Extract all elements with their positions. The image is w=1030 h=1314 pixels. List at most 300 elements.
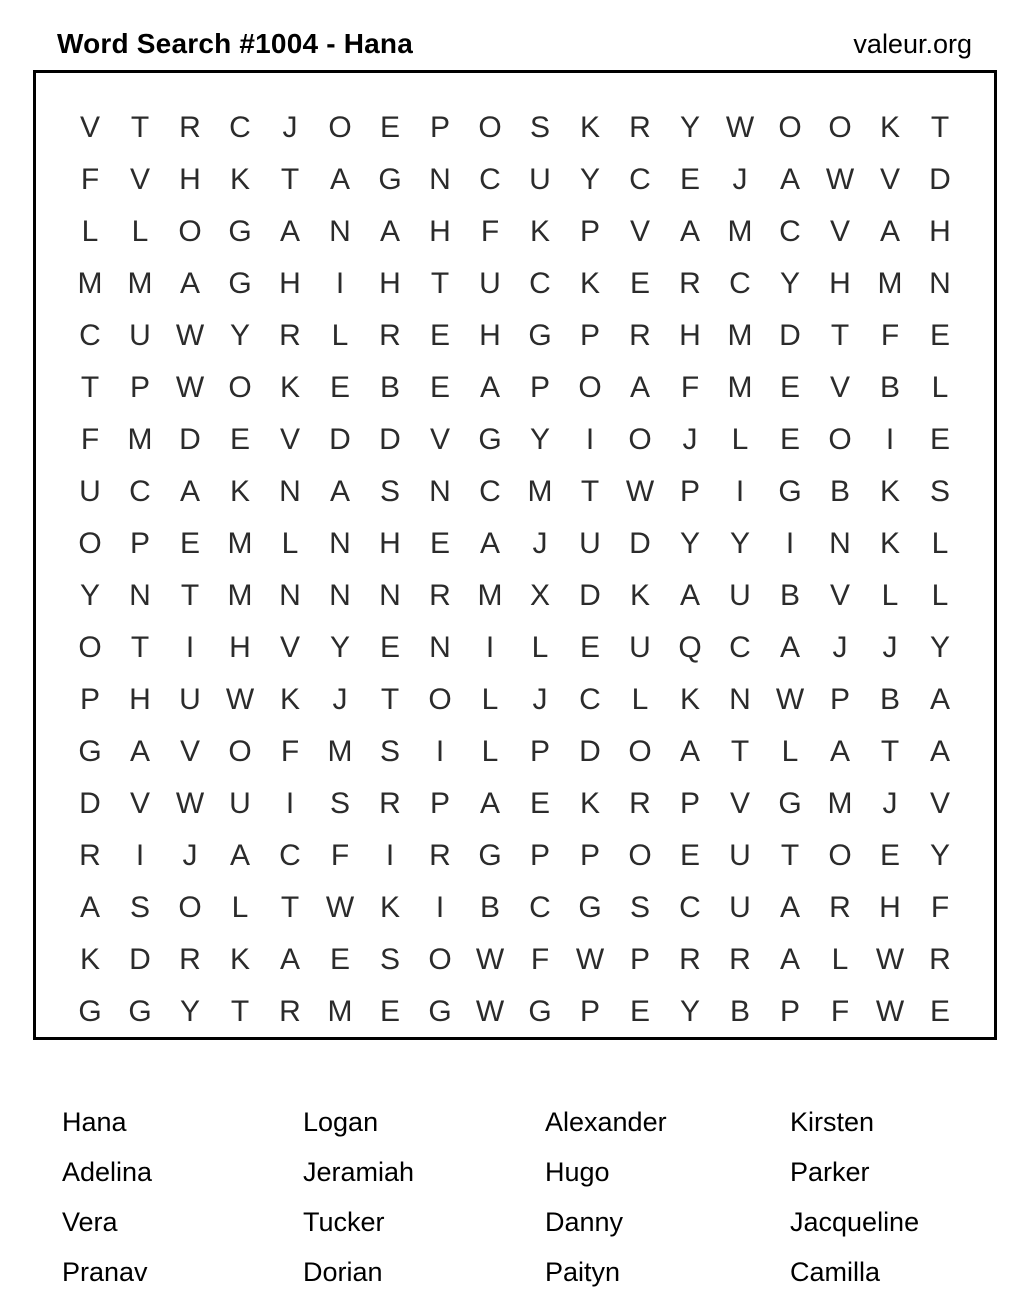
grid-letter-r17c2: D (129, 943, 151, 976)
grid-letter-r12c16: P (829, 683, 850, 716)
grid-letter-r16c3: O (178, 891, 202, 924)
grid-letter-r8c8: N (429, 475, 451, 508)
grid-letter-r3c9: F (480, 215, 500, 248)
grid-letter-r18c2: G (128, 995, 152, 1028)
grid-letter-r2c9: C (479, 163, 501, 196)
grid-letter-r4c7: H (379, 267, 401, 300)
grid-letter-r4c6: I (335, 267, 345, 300)
word-item: Kirsten (790, 1107, 875, 1137)
grid-letter-r10c12: K (629, 579, 650, 612)
grid-letter-r3c11: P (579, 215, 600, 248)
grid-letter-r18c13: Y (679, 995, 700, 1028)
grid-letter-r8c17: K (879, 475, 900, 508)
grid-letter-r11c11: E (579, 631, 600, 664)
grid-letter-r15c10: P (529, 839, 550, 872)
grid-letter-r15c5: C (279, 839, 301, 872)
grid-letter-r11c14: C (729, 631, 751, 664)
grid-letter-r11c13: Q (678, 631, 702, 664)
word-column-3 (545, 1097, 667, 1297)
grid-letter-r15c12: O (628, 839, 652, 872)
grid-letter-r2c2: V (129, 163, 150, 196)
grid-letter-r5c3: W (175, 319, 205, 352)
grid-letter-r18c17: W (875, 995, 905, 1028)
grid-letter-r15c14: U (729, 839, 751, 872)
grid-letter-r11c1: O (78, 631, 102, 664)
grid-letter-r6c11: O (578, 371, 602, 404)
grid-letter-r6c2: P (129, 371, 150, 404)
grid-letter-r7c8: V (429, 423, 450, 456)
page-title: Word Search #1004 - Hana (57, 28, 413, 59)
grid-letter-r14c17: J (882, 787, 898, 820)
grid-letter-r11c5: V (279, 631, 300, 664)
grid-letter-r9c15: I (785, 527, 795, 560)
grid-letter-r12c10: J (532, 683, 548, 716)
grid-letter-r17c17: W (875, 943, 905, 976)
grid-letter-r2c13: E (679, 163, 700, 196)
grid-letter-r18c8: G (428, 995, 452, 1028)
word-item: Adelina (62, 1157, 153, 1187)
grid-letter-r1c2: T (130, 111, 150, 144)
grid-letter-r11c2: T (130, 631, 150, 664)
grid-letter-r13c7: S (379, 735, 400, 768)
grid-letter-r3c7: A (379, 215, 400, 248)
grid-letter-r2c3: H (179, 163, 201, 196)
grid-letter-r13c5: F (280, 735, 300, 768)
grid-letter-r4c3: A (179, 267, 200, 300)
grid-letter-r12c15: W (775, 683, 805, 716)
grid-letter-r15c3: J (182, 839, 198, 872)
grid-letter-r1c1: V (79, 111, 100, 144)
grid-letter-r7c6: D (329, 423, 351, 456)
grid-letter-r5c6: L (331, 319, 349, 352)
grid-letter-r2c6: A (329, 163, 350, 196)
grid-letter-r10c7: N (379, 579, 401, 612)
grid-letter-r12c6: J (332, 683, 348, 716)
grid-letter-r8c5: N (279, 475, 301, 508)
grid-letter-r18c18: E (929, 995, 950, 1028)
grid-letter-r7c7: D (379, 423, 401, 456)
grid-letter-r17c5: A (279, 943, 300, 976)
word-column-1 (62, 1097, 152, 1297)
grid-letter-r10c18: L (931, 579, 949, 612)
grid-letter-r16c16: R (829, 891, 851, 924)
grid-letter-r12c4: W (225, 683, 255, 716)
grid-letter-r13c14: T (730, 735, 750, 768)
word-item: Paityn (545, 1257, 621, 1287)
grid-letter-r16c7: K (379, 891, 400, 924)
grid-letter-r7c4: E (229, 423, 250, 456)
grid-letter-r13c12: O (628, 735, 652, 768)
grid-letter-r9c12: D (629, 527, 651, 560)
grid-letter-r2c11: Y (579, 163, 600, 196)
grid-letter-r12c18: A (929, 683, 950, 716)
grid-letter-r2c15: A (779, 163, 800, 196)
grid-letter-r18c4: T (230, 995, 250, 1028)
grid-letter-r10c16: V (829, 579, 850, 612)
grid-letter-r11c12: U (629, 631, 651, 664)
grid-letter-r4c10: C (529, 267, 551, 300)
grid-letter-r13c1: G (78, 735, 102, 768)
grid-letter-r5c4: Y (229, 319, 250, 352)
grid-letter-r16c15: A (779, 891, 800, 924)
grid-letter-r15c2: I (135, 839, 145, 872)
grid-letter-r9c10: J (532, 527, 548, 560)
grid-letter-r8c6: A (329, 475, 350, 508)
letter-grid (36, 73, 994, 1038)
grid-letter-r16c6: W (325, 891, 355, 924)
grid-letter-r18c7: E (379, 995, 400, 1028)
grid-letter-r5c11: P (579, 319, 600, 352)
grid-letter-r4c9: U (479, 267, 501, 300)
grid-letter-r17c1: K (79, 943, 100, 976)
grid-letter-r16c18: F (930, 891, 950, 924)
grid-letter-r2c4: K (229, 163, 250, 196)
grid-letter-r6c16: V (829, 371, 850, 404)
grid-letter-r10c13: A (679, 579, 700, 612)
grid-letter-r11c6: Y (329, 631, 350, 664)
grid-letter-r5c17: F (880, 319, 900, 352)
grid-letter-r6c7: B (379, 371, 400, 404)
grid-letter-r7c3: D (179, 423, 201, 456)
grid-letter-r9c9: A (479, 527, 500, 560)
grid-letter-r5c13: H (679, 319, 701, 352)
grid-letter-r5c10: G (528, 319, 552, 352)
word-item: Pranav (62, 1257, 148, 1287)
grid-letter-r18c10: G (528, 995, 552, 1028)
grid-letter-r4c13: R (679, 267, 701, 300)
grid-letter-r1c17: K (879, 111, 900, 144)
grid-letter-r8c12: W (625, 475, 655, 508)
grid-letter-r8c16: B (829, 475, 850, 508)
grid-letter-r11c7: E (379, 631, 400, 664)
grid-letter-r1c15: O (778, 111, 802, 144)
grid-letter-r17c10: F (530, 943, 550, 976)
grid-letter-r5c12: R (629, 319, 651, 352)
grid-letter-r8c11: T (580, 475, 600, 508)
grid-letter-r13c11: D (579, 735, 601, 768)
grid-letter-r12c7: T (380, 683, 400, 716)
grid-letter-r6c3: W (175, 371, 205, 404)
grid-letter-r14c16: M (827, 787, 853, 820)
grid-letter-r15c6: F (330, 839, 350, 872)
grid-letter-r18c11: P (579, 995, 600, 1028)
grid-letter-r15c9: G (478, 839, 502, 872)
grid-letter-r14c18: V (929, 787, 950, 820)
wordsearch-grid-box (33, 70, 997, 1040)
grid-letter-r2c12: C (629, 163, 651, 196)
grid-letter-r3c8: H (429, 215, 451, 248)
grid-letter-r17c8: O (428, 943, 452, 976)
grid-letter-r17c16: L (831, 943, 849, 976)
grid-letter-r5c1: C (79, 319, 101, 352)
grid-letter-r12c11: C (579, 683, 601, 716)
grid-letter-r2c10: U (529, 163, 551, 196)
grid-letter-r5c18: E (929, 319, 950, 352)
grid-letter-r9c18: L (931, 527, 949, 560)
grid-letter-r1c16: O (828, 111, 852, 144)
grid-letter-r7c17: I (885, 423, 895, 456)
grid-letter-r11c4: H (229, 631, 251, 664)
word-item: Logan (303, 1107, 379, 1137)
grid-letter-r8c3: A (179, 475, 200, 508)
grid-letter-r7c10: Y (529, 423, 550, 456)
grid-letter-r17c12: P (629, 943, 650, 976)
grid-letter-r14c5: I (285, 787, 295, 820)
grid-letter-r16c12: S (629, 891, 650, 924)
grid-letter-r6c15: E (779, 371, 800, 404)
grid-letter-r14c13: P (679, 787, 700, 820)
grid-letter-r13c18: A (929, 735, 950, 768)
word-item: Jacqueline (790, 1207, 920, 1237)
grid-letter-r4c14: C (729, 267, 751, 300)
grid-letter-r14c11: K (579, 787, 600, 820)
grid-letter-r10c3: T (180, 579, 200, 612)
grid-letter-r3c5: A (279, 215, 300, 248)
grid-letter-r13c17: T (880, 735, 900, 768)
grid-letter-r12c17: B (879, 683, 900, 716)
grid-letter-r1c4: C (229, 111, 251, 144)
grid-letter-r3c16: V (829, 215, 850, 248)
grid-letter-r3c4: G (228, 215, 252, 248)
grid-letter-r7c15: E (779, 423, 800, 456)
word-item: Jeramiah (303, 1157, 415, 1187)
grid-letter-r5c8: E (429, 319, 450, 352)
grid-letter-r10c17: L (881, 579, 899, 612)
grid-letter-r10c2: N (129, 579, 151, 612)
grid-letter-r11c9: I (485, 631, 495, 664)
grid-letter-r11c16: J (832, 631, 848, 664)
grid-letter-r17c18: R (929, 943, 951, 976)
grid-letter-r6c1: T (80, 371, 100, 404)
grid-letter-r2c7: G (378, 163, 402, 196)
grid-letter-r16c17: H (879, 891, 901, 924)
grid-letter-r10c8: R (429, 579, 451, 612)
grid-letter-r9c4: M (227, 527, 253, 560)
grid-letter-r3c2: L (131, 215, 149, 248)
grid-letter-r16c8: I (435, 891, 445, 924)
grid-letter-r1c13: Y (679, 111, 700, 144)
word-item: Hugo (545, 1157, 610, 1187)
grid-letter-r17c15: A (779, 943, 800, 976)
grid-letter-r6c17: B (879, 371, 900, 404)
word-column-2 (303, 1097, 414, 1297)
grid-letter-r3c1: L (81, 215, 99, 248)
page-header (57, 28, 972, 60)
grid-letter-r14c1: D (79, 787, 101, 820)
grid-letter-r1c8: P (429, 111, 450, 144)
grid-letter-r8c9: C (479, 475, 501, 508)
grid-letter-r7c1: F (80, 423, 100, 456)
grid-letter-r4c17: M (877, 267, 903, 300)
grid-letter-r18c6: M (327, 995, 353, 1028)
grid-letter-r8c18: S (929, 475, 950, 508)
grid-letter-r9c16: N (829, 527, 851, 560)
grid-letter-r1c14: W (725, 111, 755, 144)
grid-letter-r12c5: K (279, 683, 300, 716)
grid-letter-r16c2: S (129, 891, 150, 924)
grid-letter-r7c14: L (731, 423, 749, 456)
grid-letter-r17c13: R (679, 943, 701, 976)
grid-letter-r4c12: E (629, 267, 650, 300)
grid-letter-r8c2: C (129, 475, 151, 508)
grid-letter-r2c8: N (429, 163, 451, 196)
grid-letter-r14c7: R (379, 787, 401, 820)
grid-letter-r16c14: U (729, 891, 751, 924)
grid-letter-r9c1: O (78, 527, 102, 560)
grid-letter-r8c15: G (778, 475, 802, 508)
grid-letter-r8c1: U (79, 475, 101, 508)
grid-letter-r6c14: M (727, 371, 753, 404)
grid-letter-r13c2: A (129, 735, 150, 768)
grid-letter-r4c11: K (579, 267, 600, 300)
grid-letter-r6c13: F (680, 371, 700, 404)
grid-letter-r17c9: W (475, 943, 505, 976)
grid-letter-r13c15: L (781, 735, 799, 768)
grid-letter-r12c8: O (428, 683, 452, 716)
site-name: valeur.org (853, 29, 972, 59)
grid-letter-r10c14: U (729, 579, 751, 612)
grid-letter-r9c14: Y (729, 527, 750, 560)
grid-letter-r2c17: V (879, 163, 900, 196)
grid-letter-r10c4: M (227, 579, 253, 612)
grid-letter-r5c15: D (779, 319, 801, 352)
grid-letter-r6c4: O (228, 371, 252, 404)
grid-letter-r4c15: Y (779, 267, 800, 300)
grid-letter-r4c18: N (929, 267, 951, 300)
grid-letter-r4c8: T (430, 267, 450, 300)
word-item: Tucker (303, 1207, 385, 1237)
grid-letter-r15c18: Y (929, 839, 950, 872)
grid-letter-r2c18: D (929, 163, 951, 196)
grid-letter-r4c2: M (127, 267, 153, 300)
grid-letter-r13c9: L (481, 735, 499, 768)
grid-letter-r9c7: H (379, 527, 401, 560)
grid-letter-r12c1: P (79, 683, 100, 716)
grid-letter-r9c5: L (281, 527, 299, 560)
grid-letter-r12c9: L (481, 683, 499, 716)
grid-letter-r1c10: S (529, 111, 550, 144)
grid-letter-r11c18: Y (929, 631, 950, 664)
word-item: Parker (790, 1157, 870, 1187)
grid-letter-r15c4: A (229, 839, 250, 872)
grid-letter-r3c3: O (178, 215, 202, 248)
grid-letter-r5c9: H (479, 319, 501, 352)
grid-letter-r3c17: A (879, 215, 900, 248)
grid-letter-r13c4: O (228, 735, 252, 768)
word-item: Alexander (545, 1107, 667, 1137)
grid-letter-r10c10: X (529, 579, 550, 612)
grid-letter-r17c3: R (179, 943, 201, 976)
grid-letter-r13c13: A (679, 735, 700, 768)
word-item: Danny (545, 1207, 624, 1237)
grid-letter-r6c12: A (629, 371, 650, 404)
grid-letter-r12c2: H (129, 683, 151, 716)
grid-letter-r7c16: O (828, 423, 852, 456)
grid-letter-r2c14: J (732, 163, 748, 196)
grid-letter-r8c13: P (679, 475, 700, 508)
grid-letter-r14c15: G (778, 787, 802, 820)
grid-letter-r18c1: G (78, 995, 102, 1028)
grid-letter-r16c4: L (231, 891, 249, 924)
grid-letter-r1c12: R (629, 111, 651, 144)
grid-letter-r9c8: E (429, 527, 450, 560)
word-item: Dorian (303, 1257, 383, 1287)
grid-letter-r17c14: R (729, 943, 751, 976)
grid-letter-r18c5: R (279, 995, 301, 1028)
grid-letter-r14c9: A (479, 787, 500, 820)
grid-letter-r2c5: T (280, 163, 300, 196)
grid-letter-r15c13: E (679, 839, 700, 872)
grid-letter-r15c16: O (828, 839, 852, 872)
grid-letter-r15c17: E (879, 839, 900, 872)
grid-letter-r4c1: M (77, 267, 103, 300)
grid-letter-r18c15: P (779, 995, 800, 1028)
grid-letter-r17c7: S (379, 943, 400, 976)
grid-letter-r1c18: T (930, 111, 950, 144)
grid-letter-r7c2: M (127, 423, 153, 456)
grid-letter-r7c5: V (279, 423, 300, 456)
grid-letter-r3c15: C (779, 215, 801, 248)
grid-letter-r3c14: M (727, 215, 753, 248)
grid-letter-r1c7: E (379, 111, 400, 144)
grid-letter-r14c4: U (229, 787, 251, 820)
grid-letter-r16c13: C (679, 891, 701, 924)
grid-letter-r15c1: R (79, 839, 101, 872)
grid-letter-r15c7: I (385, 839, 395, 872)
grid-letter-r18c16: F (830, 995, 850, 1028)
grid-letter-r8c10: M (527, 475, 553, 508)
grid-letter-r7c11: I (585, 423, 595, 456)
grid-letter-r12c13: K (679, 683, 700, 716)
grid-letter-r9c17: K (879, 527, 900, 560)
grid-letter-r17c4: K (229, 943, 250, 976)
grid-letter-r11c3: I (185, 631, 195, 664)
grid-letter-r10c1: Y (79, 579, 100, 612)
grid-letter-r6c6: E (329, 371, 350, 404)
grid-letter-r5c5: R (279, 319, 301, 352)
grid-letter-r16c11: G (578, 891, 602, 924)
grid-letter-r12c3: U (179, 683, 201, 716)
grid-letter-r1c6: O (328, 111, 352, 144)
grid-letter-r9c13: Y (679, 527, 700, 560)
grid-letter-r3c6: N (329, 215, 351, 248)
grid-letter-r9c2: P (129, 527, 150, 560)
grid-letter-r9c3: E (179, 527, 200, 560)
grid-letter-r7c9: G (478, 423, 502, 456)
grid-letter-r14c3: W (175, 787, 205, 820)
grid-letter-r9c11: U (579, 527, 601, 560)
grid-letter-r14c8: P (429, 787, 450, 820)
grid-letter-r5c16: T (830, 319, 850, 352)
grid-letter-r3c10: K (529, 215, 550, 248)
grid-letter-r4c16: H (829, 267, 851, 300)
grid-letter-r18c3: Y (179, 995, 200, 1028)
grid-letter-r16c5: T (280, 891, 300, 924)
grid-letter-r3c18: H (929, 215, 951, 248)
grid-letter-r16c9: B (479, 891, 500, 924)
grid-letter-r1c3: R (179, 111, 201, 144)
word-column-4 (790, 1097, 919, 1297)
grid-letter-r12c12: L (631, 683, 649, 716)
grid-letter-r12c14: N (729, 683, 751, 716)
grid-letter-r11c15: A (779, 631, 800, 664)
grid-letter-r10c9: M (477, 579, 503, 612)
grid-letter-r17c11: W (575, 943, 605, 976)
grid-letter-r6c8: E (429, 371, 450, 404)
grid-letter-r2c16: W (825, 163, 855, 196)
grid-letter-r15c15: T (780, 839, 800, 872)
grid-letter-r7c13: J (682, 423, 698, 456)
